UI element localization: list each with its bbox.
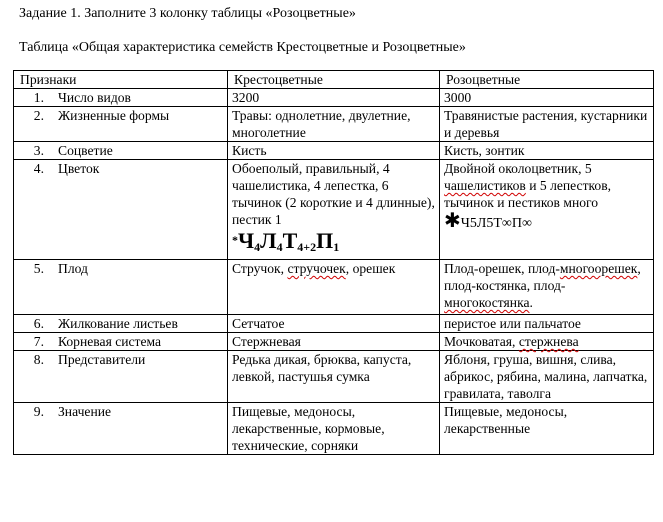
cruciferous-cell: Кисть [228,142,440,160]
header-features: Признаки [14,71,228,89]
flower-formula [444,211,650,234]
rosaceae-cell: перистое или пальчатое [440,315,654,333]
row-number: 3. [33,143,44,158]
spellcheck-word: многокостянка [444,295,530,310]
spellcheck-word: многоорешек [559,261,638,276]
rosaceae-cell: Яблоня, груша, вишня, слива, абрикос, рябина, малина, лапчатка, гравилата, таволга [440,351,654,403]
text-part: Двойной околоцветник, 5 [444,161,592,176]
formula-sub: 4 [276,240,283,254]
text-part: , плод-костянка, плод- [444,261,641,293]
text-part: Плод-орешек, плод- [444,261,560,276]
feature-label: Значение [58,404,112,419]
feature-cell [14,351,228,403]
feature-cell [14,107,228,142]
formula-part: Л [260,228,277,253]
flower-description [444,160,650,211]
table-header-row [14,71,654,89]
table-row [14,333,654,351]
formula-part: Т [282,228,298,253]
cruciferous-cell: Пищевые, медоносы, лекарственные, кормовые, технические, сорняки [228,403,440,455]
formula-star: ✱ [444,210,461,232]
cruciferous-cell: Сетчатое [228,315,440,333]
feature-label: Плод [58,261,88,276]
cruciferous-cell: Травы: однолетние, двулетние, многолетние [228,107,440,142]
table-row [14,89,654,107]
table-row [14,315,654,333]
row-number: 5. [33,261,44,276]
table-row [14,351,654,403]
table-row [14,260,654,315]
header-cruciferous: Крестоцветные [228,71,440,89]
feature-cell [14,89,228,107]
formula-sub: 4 [254,240,261,254]
cruciferous-cell [228,260,440,315]
row-number: 8. [33,352,44,367]
header-rosaceae: Розоцветные [440,71,654,89]
rosaceae-cell: Пищевые, медоносы, лекарственные [440,403,654,455]
feature-cell [14,403,228,455]
feature-cell [14,315,228,333]
cruciferous-cell [228,160,440,260]
row-number: 6. [33,316,44,331]
rosaceae-cell [440,333,654,351]
rosaceae-cell [440,260,654,315]
table-row [14,160,654,260]
feature-label: Жилкование листьев [58,316,178,331]
flower-formula [232,228,436,259]
row-number: 9. [33,404,44,419]
rosaceae-cell: 3000 [440,89,654,107]
text-part: , орешек [345,261,396,276]
row-number: 1. [33,90,44,105]
cruciferous-cell: Редька дикая, брюква, капуста, левкой, пастушья сумка [228,351,440,403]
feature-cell [14,333,228,351]
cruciferous-cell: Стержневая [228,333,440,351]
table-row [14,403,654,455]
comparison-table [13,70,654,455]
formula-star: * [232,233,238,247]
row-number: 7. [33,334,44,349]
flower-description: Обоеполый, правильный, 4 чашелистика, 4 лепестка, 6 тычинок (2 короткие и 4 длинные), пестик 1 [232,161,435,227]
text-part: Стручок, [232,261,288,276]
rosaceae-cell [440,160,654,260]
spellcheck-word: стержнева [518,334,579,349]
formula-text: Ч5Л5Т∞П∞ [460,216,532,231]
feature-label: Жизненные формы [58,108,170,123]
feature-cell [14,160,228,260]
table-row [14,107,654,142]
row-number: 4. [33,161,44,176]
feature-label: Соцветие [58,143,113,158]
spellcheck-word: чашелистиков [444,178,526,193]
feature-label: Число видов [58,90,131,105]
feature-label: Представители [58,352,146,367]
text-part: и 5 лепестков, тычинок и пестиков много [444,178,612,210]
cruciferous-cell: 3200 [228,89,440,107]
feature-cell [14,142,228,160]
text-part: Мочковатая, [444,334,519,349]
feature-label: Цветок [58,161,100,176]
feature-label: Корневая система [58,334,162,349]
feature-cell [14,260,228,315]
table-row [14,142,654,160]
formula-sub: 4+2 [297,240,317,254]
spellcheck-word: стручочек [287,261,346,276]
rosaceae-cell: Травянистые растения, кустарники и деревья [440,107,654,142]
table-caption: Таблица «Общая характеристика семейств Крестоцветные и Розоцветные» [19,40,466,55]
task-title: Задание 1. Заполните 3 колонку таблицы «Розоцветные» [19,6,356,21]
formula-part: Ч [238,228,255,253]
row-number: 2. [33,108,44,123]
formula-part: П [316,228,334,253]
text-part: . [529,295,533,310]
formula-sub: 1 [333,240,340,254]
rosaceae-cell: Кисть, зонтик [440,142,654,160]
